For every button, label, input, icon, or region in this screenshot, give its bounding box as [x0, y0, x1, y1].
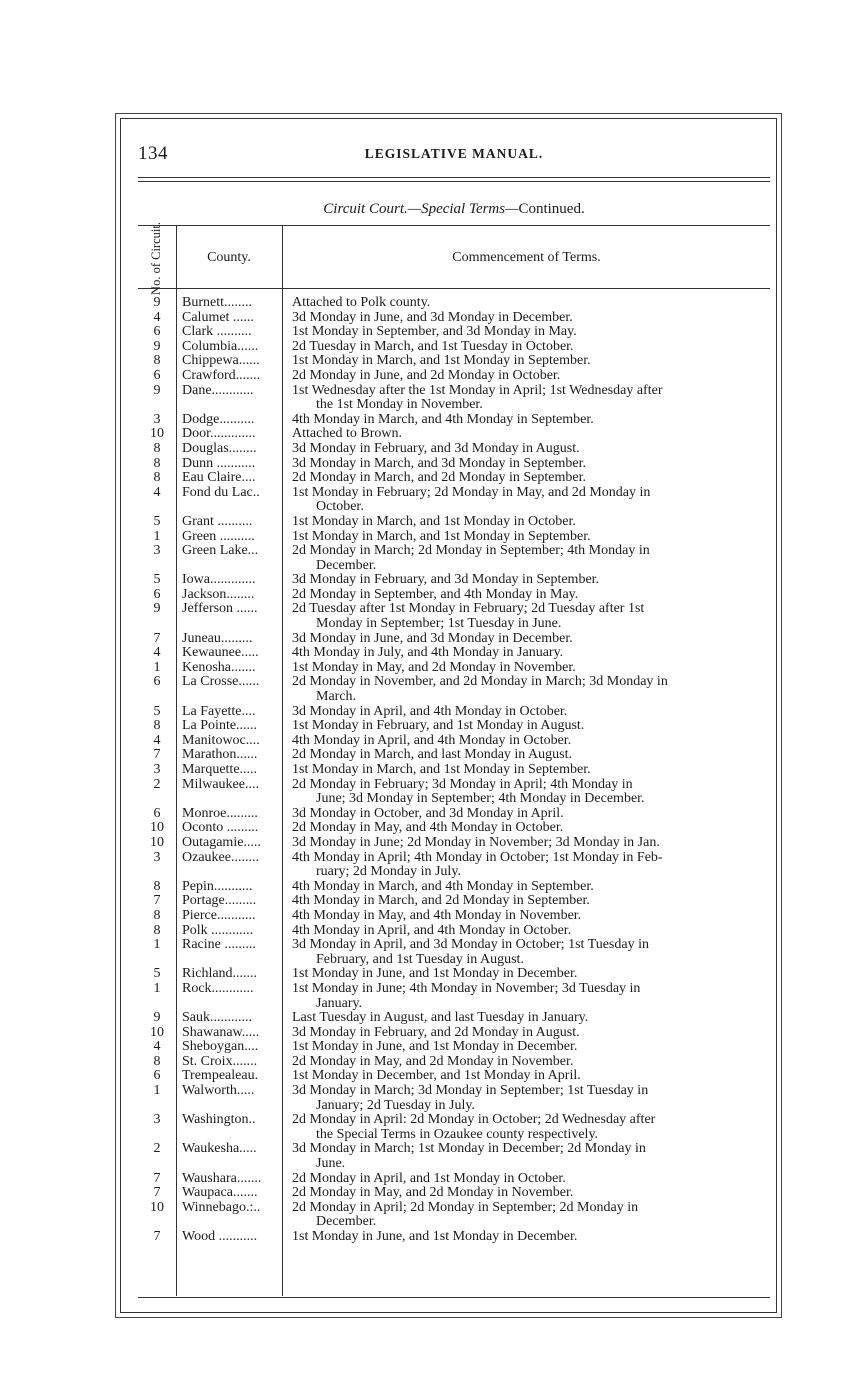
table-row	[138, 851, 778, 880]
term-dates	[286, 909, 770, 924]
header-rule-double	[138, 181, 770, 182]
term-text: 1st Monday in March, and 1st Monday in October.	[292, 513, 576, 529]
term-text: 3d Monday in February, and 3d Monday in August.	[292, 440, 580, 456]
term-dates	[286, 530, 770, 545]
term-text: 1st Monday in February; 2d Monday in May, and 2d Monday in	[292, 484, 651, 500]
circuit-number: 5	[153, 513, 161, 529]
table-row	[138, 821, 778, 836]
county-name: Richland.......	[182, 967, 258, 982]
term-text: 2d Monday in March; 2d Monday in September; 4th Monday in	[292, 543, 650, 559]
circuit-number: 1	[153, 980, 161, 996]
term-dates	[286, 748, 770, 763]
term-dates	[286, 296, 770, 311]
term-text: 4th Monday in July, and 4th Monday in January.	[292, 645, 564, 661]
term-dates	[286, 661, 770, 676]
county-name: Green Lake...	[182, 544, 259, 559]
county-name: Eau Claire....	[182, 471, 256, 486]
county-name: Oconto .........	[182, 821, 259, 836]
term-dates	[286, 967, 770, 982]
term-text: 2d Tuesday in March, and 1st Tuesday in October.	[292, 338, 574, 354]
table-row	[138, 427, 778, 442]
county-name: Chippewa......	[182, 354, 260, 369]
circuit-number: 3	[153, 543, 161, 559]
term-dates	[286, 821, 770, 836]
circuit-number: 3	[153, 411, 161, 427]
term-text-continued: the 1st Monday in November.	[316, 397, 483, 413]
term-text-continued: March.	[316, 689, 357, 705]
county-name: Green ..........	[182, 529, 255, 544]
county-name: Grant ..........	[182, 514, 253, 529]
circuit-number: 7	[153, 747, 161, 763]
term-text: 2d Monday in June, and 2d Monday in October.	[292, 367, 561, 383]
county-name: Marquette.....	[182, 763, 258, 777]
table-row	[138, 544, 778, 573]
county-name: Washington..	[182, 1113, 256, 1128]
county-name: Ozaukee........	[182, 850, 259, 865]
term-text-continued: December.	[316, 1214, 377, 1230]
table-row	[138, 1230, 778, 1245]
term-text-continued: the Special Terms in Ozaukee county respectively.	[316, 1126, 599, 1142]
term-text-continued: February, and 1st Tuesday in August.	[316, 951, 524, 967]
term-text-continued: January.	[316, 995, 363, 1011]
term-text: 3d Monday in February, and 3d Monday in September.	[292, 572, 600, 588]
circuit-number: 9	[153, 1010, 161, 1026]
term-dates	[286, 1186, 770, 1201]
term-dates	[286, 413, 770, 428]
table-row	[138, 1055, 778, 1070]
term-dates	[286, 602, 770, 631]
circuit-number: 8	[153, 470, 161, 486]
county-name: Marathon......	[182, 748, 258, 763]
term-text-continued: December.	[316, 557, 377, 573]
term-text-continued: January; 2d Tuesday in July.	[316, 1097, 475, 1113]
term-text: 4th Monday in April; 4th Monday in October; 1st Monday in Feb-	[292, 849, 663, 865]
circuit-number: 4	[153, 732, 161, 748]
table-row	[138, 384, 778, 413]
table-row	[138, 471, 778, 486]
county-name: Columbia......	[182, 339, 259, 354]
circuit-number: 7	[153, 1185, 161, 1201]
term-text: 1st Monday in May, and 2d Monday in November.	[292, 659, 576, 675]
term-text: 1st Monday in June, and 1st Monday in December.	[292, 966, 578, 982]
table-row	[138, 938, 778, 967]
county-name: Juneau.........	[182, 631, 253, 646]
table-row	[138, 442, 778, 457]
table-row	[138, 1026, 778, 1041]
term-dates	[286, 894, 770, 909]
term-dates	[286, 807, 770, 822]
table-row	[138, 1201, 778, 1230]
circuit-number: 1	[153, 1083, 161, 1099]
county-name: Crawford.......	[182, 368, 261, 383]
term-text: 4th Monday in March, and 4th Monday in September.	[292, 878, 594, 894]
county-name: Jefferson ......	[182, 602, 258, 617]
county-name: Rock............	[182, 981, 254, 996]
term-text: 3d Monday in June, and 3d Monday in December.	[292, 309, 573, 325]
circuit-number: 10	[150, 820, 164, 836]
term-dates	[286, 1026, 770, 1041]
circuit-number: 10	[150, 426, 164, 442]
term-dates	[286, 515, 770, 530]
term-dates	[286, 763, 770, 778]
table-row	[138, 1069, 778, 1084]
circuit-number: 5	[153, 703, 161, 719]
term-dates	[286, 719, 770, 734]
term-text: 4th Monday in April, and 4th Monday in October.	[292, 732, 572, 748]
table-row	[138, 1113, 778, 1142]
term-text: 3d Monday in March; 3d Monday in September; 1st Tuesday in	[292, 1083, 649, 1099]
term-dates	[286, 836, 770, 851]
term-text: 3d Monday in October, and 3d Monday in April.	[292, 805, 564, 821]
term-dates	[286, 427, 770, 442]
circuit-number: 10	[150, 1024, 164, 1040]
term-text: 4th Monday in May, and 4th Monday in November.	[292, 907, 582, 923]
page-number: 134	[138, 143, 168, 164]
county-name: Waupaca.......	[182, 1186, 258, 1201]
term-dates	[286, 486, 770, 515]
table-row	[138, 602, 778, 631]
county-name: Burnett........	[182, 296, 252, 310]
term-dates	[286, 354, 770, 369]
term-dates	[286, 471, 770, 486]
circuit-number: 4	[153, 1039, 161, 1055]
table-row	[138, 982, 778, 1011]
term-dates	[286, 1172, 770, 1187]
circuit-number: 4	[153, 645, 161, 661]
county-name: Waushara.......	[182, 1171, 262, 1186]
term-text-continued: October.	[316, 499, 364, 515]
circuit-number: 9	[153, 601, 161, 617]
term-dates	[286, 880, 770, 895]
circuit-number: 6	[153, 367, 161, 383]
circuit-number: 6	[153, 1068, 161, 1084]
county-name: St. Croix.......	[182, 1054, 258, 1069]
circuit-number: 7	[153, 893, 161, 909]
county-name: Manitowoc....	[182, 733, 260, 748]
table-row	[138, 1011, 778, 1026]
table-row	[138, 296, 778, 311]
term-text: 2d Tuesday after 1st Monday in February; 2d Tuesday after 1st	[292, 601, 645, 617]
county-name: Milwaukee....	[182, 777, 259, 792]
term-text: Last Tuesday in August, and last Tuesday in January.	[292, 1010, 589, 1026]
county-name: Sauk............	[182, 1011, 252, 1026]
term-text: 3d Monday in April, and 3d Monday in October; 1st Tuesday in	[292, 937, 649, 953]
circuit-number: 5	[153, 966, 161, 982]
circuit-number: 9	[153, 382, 161, 398]
table-row	[138, 311, 778, 326]
table-row	[138, 457, 778, 472]
table-row	[138, 675, 778, 704]
county-name: Kewaunee.....	[182, 646, 259, 661]
county-name: Polk ............	[182, 923, 254, 938]
county-name: Walworth.....	[182, 1084, 255, 1099]
term-text: Attached to Polk county.	[292, 295, 431, 310]
term-dates	[286, 325, 770, 340]
table-row	[138, 340, 778, 355]
table-bottom-rule	[138, 1297, 770, 1298]
table-row	[138, 880, 778, 895]
circuit-number: 7	[153, 1229, 161, 1244]
term-dates	[286, 588, 770, 603]
circuit-number: 4	[153, 484, 161, 500]
term-dates	[286, 340, 770, 355]
table-row	[138, 807, 778, 822]
table-row	[138, 705, 778, 720]
table-row	[138, 661, 778, 676]
table-body	[138, 296, 778, 1245]
term-text: 3d Monday in March, and 3d Monday in September.	[292, 455, 586, 471]
circuit-number: 8	[153, 1053, 161, 1069]
term-dates	[286, 311, 770, 326]
circuit-number: 8	[153, 922, 161, 938]
circuit-number: 8	[153, 440, 161, 456]
table-row	[138, 734, 778, 749]
county-name: Dodge..........	[182, 412, 255, 427]
term-text: 1st Monday in September, and 3d Monday in May.	[292, 324, 577, 340]
county-name: Door.............	[182, 427, 256, 442]
term-dates	[286, 982, 770, 1011]
term-dates	[286, 573, 770, 588]
table-row	[138, 719, 778, 734]
term-text: 1st Monday in June, and 1st Monday in December.	[292, 1039, 578, 1055]
term-dates	[286, 457, 770, 472]
circuit-number: 6	[153, 586, 161, 602]
term-text: 3d Monday in June; 2d Monday in November; 3d Monday in Jan.	[292, 834, 660, 850]
table-head-rule	[138, 288, 770, 289]
table-row	[138, 894, 778, 909]
circuit-column-header	[141, 221, 171, 295]
table-row	[138, 909, 778, 924]
table-top-rule	[138, 225, 770, 226]
circuit-number: 3	[153, 849, 161, 865]
term-text: Attached to Brown.	[292, 426, 403, 442]
term-dates	[286, 1011, 770, 1026]
circuit-number: 4	[153, 309, 161, 325]
circuit-number: 1	[153, 528, 161, 544]
circuit-number: 10	[150, 834, 164, 850]
circuit-number: 6	[153, 324, 161, 340]
table-row	[138, 325, 778, 340]
county-name: La Crosse......	[182, 675, 260, 690]
table-row	[138, 632, 778, 647]
circuit-number: 8	[153, 907, 161, 923]
table-row	[138, 1142, 778, 1171]
county-name: Waukesha.....	[182, 1142, 257, 1157]
circuit-number: 9	[153, 338, 161, 354]
term-text: 2d Monday in April, and 1st Monday in October.	[292, 1170, 566, 1186]
county-column-header: County.	[207, 250, 251, 265]
circuit-number: 7	[153, 1170, 161, 1186]
term-text: 2d Monday in March, and 2d Monday in September.	[292, 470, 586, 486]
term-text: 2d Monday in February; 3d Monday in April; 4th Monday in	[292, 776, 633, 792]
county-name: Winnebago.:..	[182, 1200, 261, 1215]
table-row	[138, 573, 778, 588]
term-text: 4th Monday in March, and 4th Monday in September.	[292, 411, 594, 427]
term-text: 1st Monday in June; 4th Monday in November; 3d Tuesday in	[292, 980, 641, 996]
circuit-number: 8	[153, 455, 161, 471]
circuit-number: 7	[153, 630, 161, 646]
term-text: 1st Monday in December, and 1st Monday in April.	[292, 1068, 581, 1084]
term-text: 3d Monday in February, and 2d Monday in August.	[292, 1024, 580, 1040]
circuit-number: 1	[153, 937, 161, 953]
table-row	[138, 413, 778, 428]
county-name: Sheboygan....	[182, 1040, 259, 1055]
circuit-number: 5	[153, 572, 161, 588]
term-text: 2d Monday in November, and 2d Monday in March; 3d Monday in	[292, 674, 668, 690]
table-row	[138, 778, 778, 807]
county-name: Calumet ......	[182, 310, 254, 325]
county-name: Dane............	[182, 383, 254, 398]
county-name: Monroe.........	[182, 806, 258, 821]
table-subtitle	[138, 201, 770, 218]
term-text-continued: June; 3d Monday in September; 4th Monday in December.	[316, 791, 645, 807]
term-text: 4th Monday in March, and 2d Monday in September.	[292, 893, 590, 909]
circuit-number: 8	[153, 878, 161, 894]
term-text-continued: ruary; 2d Monday in July.	[316, 864, 461, 880]
circuit-header-label: No. of Circuit.	[148, 221, 163, 295]
term-text: 2d Monday in April; 2d Monday in September; 2d Monday in	[292, 1199, 639, 1215]
county-name: Fond du Lac..	[182, 485, 260, 500]
county-name: Pepin...........	[182, 879, 253, 894]
term-text: 1st Monday in February, and 1st Monday in August.	[292, 718, 585, 734]
term-text: 1st Monday in March, and 1st Monday in September.	[292, 528, 591, 544]
county-name: Wood ...........	[182, 1230, 258, 1244]
county-name: Outagamie.....	[182, 835, 261, 850]
term-dates	[286, 778, 770, 807]
term-text: 2d Monday in March, and last Monday in August.	[292, 747, 572, 763]
term-dates	[286, 1069, 770, 1084]
circuit-number: 3	[153, 1112, 161, 1128]
term-dates	[286, 924, 770, 939]
county-name: La Pointe......	[182, 719, 258, 734]
table-row	[138, 515, 778, 530]
term-text: 3d Monday in April, and 4th Monday in October.	[292, 703, 568, 719]
county-name: Pierce...........	[182, 908, 256, 923]
table-row	[138, 369, 778, 384]
term-dates	[286, 1084, 770, 1113]
term-text: 4th Monday in April, and 4th Monday in October.	[292, 922, 572, 938]
county-name: Iowa.............	[182, 573, 256, 588]
term-dates	[286, 851, 770, 880]
term-text: 3d Monday in June, and 3d Monday in December.	[292, 630, 573, 646]
county-name: Dunn ...........	[182, 456, 256, 471]
table-row	[138, 354, 778, 369]
circuit-number: 3	[153, 762, 161, 777]
circuit-number: 8	[153, 718, 161, 734]
table-row	[138, 836, 778, 851]
term-text: 1st Monday in March, and 1st Monday in September.	[292, 353, 591, 369]
terms-column-header: Commencement of Terms.	[452, 250, 601, 265]
term-text: 2d Monday in September, and 4th Monday in May.	[292, 586, 579, 602]
county-name: Racine .........	[182, 938, 256, 953]
term-dates	[286, 734, 770, 749]
term-dates	[286, 1201, 770, 1230]
term-text: 1st Monday in March, and 1st Monday in September.	[292, 762, 591, 777]
circuit-number: 1	[153, 659, 161, 675]
circuit-number: 10	[150, 1199, 164, 1215]
term-dates	[286, 369, 770, 384]
term-dates	[286, 1142, 770, 1171]
term-text-continued: June.	[316, 1156, 346, 1172]
term-dates	[286, 646, 770, 661]
term-text: 2d Monday in May, and 4th Monday in October.	[292, 820, 564, 836]
circuit-number: 2	[153, 776, 161, 792]
circuit-number: 8	[153, 353, 161, 369]
subtitle-italic: Circuit Court.—Special Terms—	[323, 201, 519, 217]
term-text: 2d Monday in May, and 2d Monday in November.	[292, 1185, 574, 1201]
term-text: 3d Monday in March; 1st Monday in December; 2d Monday in	[292, 1141, 646, 1157]
term-dates	[286, 675, 770, 704]
term-text-continued: Monday in September; 1st Tuesday in June.	[316, 616, 562, 632]
table-row	[138, 1186, 778, 1201]
county-name: La Fayette....	[182, 704, 256, 719]
term-dates	[286, 442, 770, 457]
county-name: Shawanaw.....	[182, 1025, 260, 1040]
term-text: 1st Wednesday after the 1st Monday in April; 1st Wednesday after	[292, 382, 663, 398]
county-name: Jackson........	[182, 587, 255, 602]
table-row	[138, 486, 778, 515]
term-dates	[286, 1230, 770, 1245]
header-rule	[138, 177, 770, 178]
table-row	[138, 1040, 778, 1055]
county-name: Clark ..........	[182, 325, 252, 340]
table-row	[138, 967, 778, 982]
term-dates	[286, 1113, 770, 1142]
county-name: Portage.........	[182, 894, 257, 909]
table-row	[138, 530, 778, 545]
term-dates	[286, 1040, 770, 1055]
table-row	[138, 1172, 778, 1187]
term-dates	[286, 384, 770, 413]
county-name: Kenosha.......	[182, 660, 256, 675]
circuit-number: 9	[153, 295, 161, 310]
county-name: Trempealeau.	[182, 1069, 259, 1084]
term-dates	[286, 1055, 770, 1070]
table-row	[138, 588, 778, 603]
term-dates	[286, 544, 770, 573]
circuit-number: 2	[153, 1141, 161, 1157]
table-row	[138, 924, 778, 939]
running-title: LEGISLATIVE MANUAL.	[364, 146, 544, 161]
circuit-number: 6	[153, 674, 161, 690]
term-text: 2d Monday in April: 2d Monday in October; 2d Wednesday after	[292, 1112, 656, 1128]
term-dates	[286, 705, 770, 720]
term-dates	[286, 632, 770, 647]
table-row	[138, 646, 778, 661]
county-name: Douglas........	[182, 441, 257, 456]
term-text: 1st Monday in June, and 1st Monday in December.	[292, 1229, 578, 1244]
subtitle-continued: Continued.	[518, 201, 585, 217]
circuit-number: 6	[153, 805, 161, 821]
table-row	[138, 748, 778, 763]
page-header	[138, 143, 770, 167]
term-dates	[286, 938, 770, 967]
term-text: 2d Monday in May, and 2d Monday in November.	[292, 1053, 574, 1069]
table-row	[138, 1084, 778, 1113]
table-row	[138, 763, 778, 778]
